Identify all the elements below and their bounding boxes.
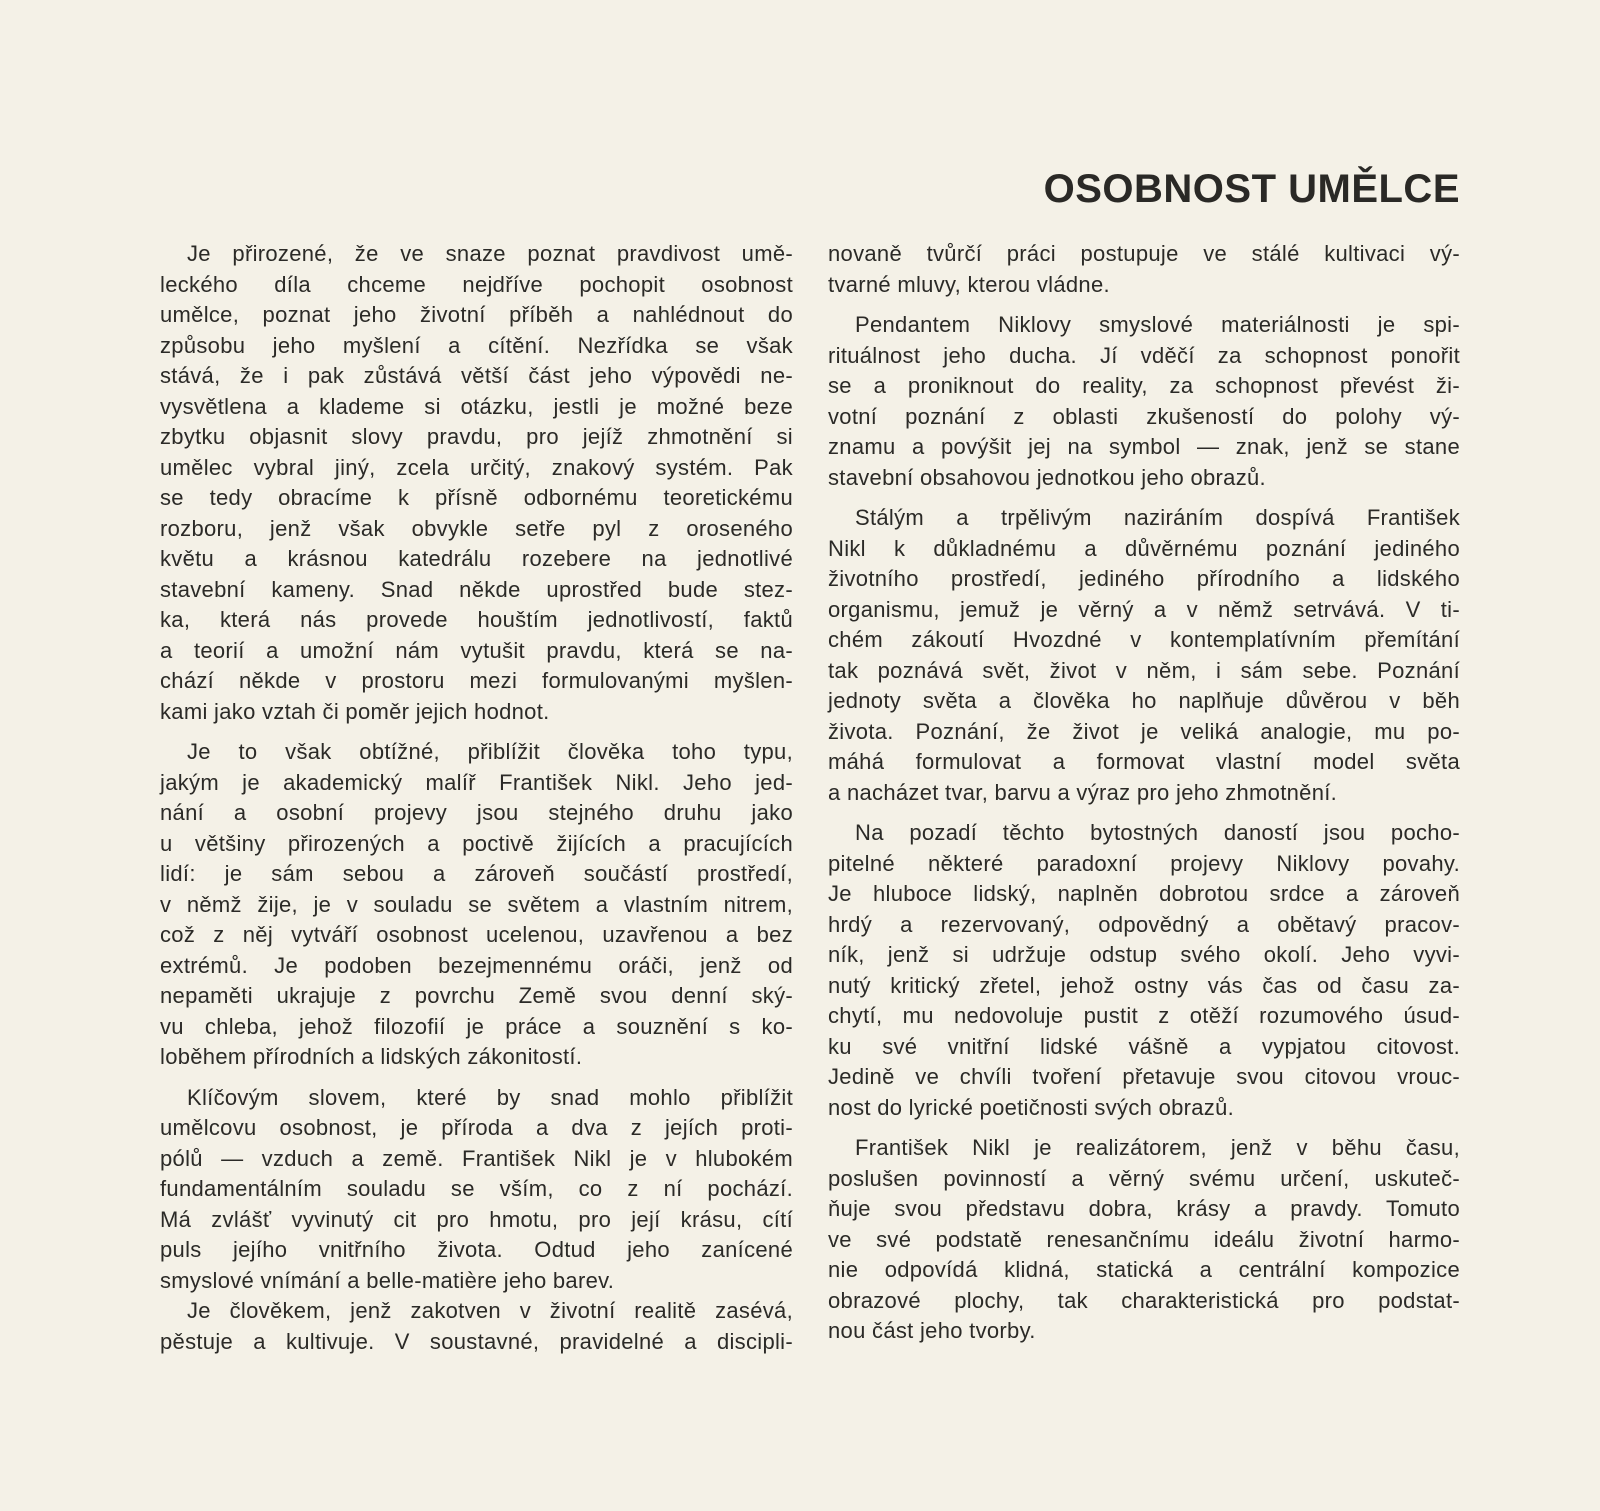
paragraph — [828, 818, 1460, 1123]
text-line: nání a osobní projevy jsou stejného druhu jako — [160, 800, 793, 825]
text-line: života. Poznání, že život je veliká analogie, mu po- — [828, 718, 1460, 744]
text-line: Je přirozené, že ve snaze poznat pravdivost umě- — [187, 241, 793, 266]
text-line: ník, jenž si udržuje odstup svého okolí. Jeho vyvi- — [828, 942, 1460, 967]
paragraph — [160, 239, 793, 727]
text-line: Je člověkem, jenž zakotven v životní realitě zasévá, — [187, 1298, 793, 1323]
text-line: kami jako vztah či poměr jejich hodnot. — [160, 698, 550, 724]
text-line: organismu, jemuž je věrný a v němž setrvává. V ti- — [828, 596, 1460, 622]
text-line: extrémů. Je podoben bezejmennému oráči, jenž od — [160, 952, 793, 978]
right-text-column — [828, 239, 1460, 1357]
text-line: ka, která nás provede houštím jednotlivostí, faktů — [160, 607, 793, 632]
text-line: stává, že i pak zůstává větší část jeho výpovědi ne- — [160, 363, 793, 388]
text-line: smyslové vnímání a belle-matière jeho barev. — [160, 1267, 615, 1293]
left-text-column — [160, 239, 793, 1367]
text-line: se tedy obracíme k přísně odbornému teoretickému — [160, 485, 793, 510]
paragraph — [828, 239, 1460, 300]
text-line: loběhem přírodních a lidských zákonitostí. — [160, 1044, 583, 1069]
text-line: nepaměti ukrajuje z povrchu Země svou denní ský- — [160, 983, 793, 1008]
text-line: lidí: je sám sebou a zároveň součástí prostředí, — [160, 861, 793, 886]
text-line: pólů — vzduch a země. František Nikl je v hlubokém — [160, 1145, 793, 1171]
text-line: tvarné mluvy, kterou vládne. — [828, 271, 1110, 297]
text-line: Nikl k důkladnému a důvěrnému poznání jediného — [828, 535, 1460, 561]
text-line: vu chleba, jehož filozofií je práce a souznění s ko- — [160, 1013, 793, 1039]
text-line: a teorií a umožní nám vytušit pravdu, která se na- — [160, 637, 793, 663]
text-line: ňuje svou představu dobra, krásy a pravdy. Tomuto — [828, 1196, 1460, 1221]
text-line: Klíčovým slovem, které by snad mohlo přiblížit — [187, 1084, 793, 1110]
text-line: nutý kritický zřetel, jehož ostny vás čas od času za- — [828, 972, 1460, 998]
text-line: rituálnost jeho ducha. Jí vděčí za schopnost ponořit — [828, 342, 1460, 368]
text-line: ve své podstatě renesančnímu ideálu životní harmo- — [828, 1226, 1460, 1252]
paragraph — [160, 1083, 793, 1297]
text-line: v němž žije, je v souladu se světem a vlastním nitrem, — [160, 891, 793, 917]
text-line: novaně tvůrčí práci postupuje ve stálé kultivaci vý- — [828, 241, 1460, 266]
text-line: ku své vnitřní lidské vášně a vypjatou citovost. — [828, 1033, 1460, 1059]
text-line: Jedině ve chvíli tvoření přetavuje svou citovou vrouc- — [828, 1064, 1460, 1089]
text-line: rozboru, jenž však obvykle setře pyl z oroseného — [160, 515, 793, 541]
text-line: Je to však obtížné, přiblížit člověka toho typu, — [187, 739, 793, 764]
paragraph — [828, 1133, 1460, 1347]
text-line: stavební kameny. Snad někde uprostřed bude stez- — [160, 576, 793, 602]
text-line: chém zákoutí Hvozdné v kontemplatívním přemítání — [828, 627, 1460, 652]
text-line: vysvětlena a klademe si otázku, jestli je možné beze — [160, 393, 793, 419]
text-line: Má zvlášť vyvinutý cit pro hmotu, pro její krásu, cítí — [160, 1206, 793, 1232]
text-line: stavební obsahovou jednotkou jeho obrazů. — [828, 464, 1266, 490]
paragraph — [828, 503, 1460, 808]
text-line: votní poznání z oblasti zkušeností do polohy vý- — [828, 403, 1460, 429]
text-line: zbytku objasnit slovy pravdu, pro jejíž zhmotnění si — [160, 424, 793, 449]
paragraph — [160, 1296, 793, 1357]
text-line: se a proniknout do reality, za schopnost převést ži- — [828, 373, 1460, 398]
text-line: František Nikl je realizátorem, jenž v běhu času, — [855, 1135, 1460, 1160]
text-line: nou část jeho tvorby. — [828, 1318, 1036, 1343]
text-line: a nacházet tvar, barvu a výraz pro jeho zhmotnění. — [828, 779, 1338, 805]
text-line: umělcovu osobnost, je příroda a dva z jejích proti- — [160, 1115, 793, 1140]
text-line: pitelné některé paradoxní projevy Niklovy povahy. — [828, 850, 1460, 876]
text-line: způsobu jeho myšlení a cítění. Nezřídka se však — [160, 332, 793, 358]
text-line: Stálým a trpělivým naziráním dospívá František — [855, 505, 1460, 530]
paragraph — [160, 737, 793, 1073]
text-line: květu a krásnou katedrálu rozebere na jednotlivé — [160, 546, 793, 571]
text-line: umělce, poznat jeho životní příběh a nahlédnout do — [160, 302, 793, 327]
text-line: znamu a povýšit jej na symbol — znak, jenž se stane — [828, 434, 1460, 459]
text-line: chytí, mu nedovoluje pustit z otěží rozumového úsud- — [828, 1003, 1460, 1028]
text-line: Je hluboce lidský, naplněn dobrotou srdce a zároveň — [828, 881, 1460, 906]
text-line: nost do lyrické poetičnosti svých obrazů. — [828, 1094, 1235, 1120]
text-line: tak poznává svět, život v něm, i sám sebe. Poznání — [828, 657, 1460, 683]
paragraph — [828, 310, 1460, 493]
text-line: jednoty světa a člověka ho naplňuje důvěrou v běh — [828, 688, 1460, 713]
text-line: životního prostředí, jediného přírodního a lidského — [828, 566, 1460, 591]
text-line: poslušen povinností a věrný svému určení, uskuteč- — [828, 1165, 1460, 1191]
text-line: jakým je akademický malíř František Nikl. Jeho jed- — [160, 769, 793, 795]
text-line: nie odpovídá klidná, statická a centrální kompozice — [828, 1257, 1460, 1282]
text-line: obrazové plochy, tak charakteristická pro podstat- — [828, 1287, 1460, 1313]
text-line: chází někde v prostoru mezi formulovanými myšlen- — [160, 668, 793, 693]
text-line: hrdý a rezervovaný, odpovědný a obětavý pracov- — [828, 911, 1460, 937]
text-line: což z něj vytváří osobnost ucelenou, uzavřenou a bez — [160, 922, 793, 947]
text-line: puls jejího vnitřního života. Odtud jeho zanícené — [160, 1237, 793, 1262]
page-title: OSOBNOST UMĚLCE — [1043, 166, 1460, 211]
text-line: Na pozadí těchto bytostných daností jsou pocho- — [855, 820, 1460, 845]
text-line: fundamentálním souladu se vším, co z ní pochází. — [160, 1176, 793, 1201]
text-line: u většiny přirozených a poctivě žijících a pracujících — [160, 830, 793, 856]
text-line: leckého díla chceme nejdříve pochopit osobnost — [160, 271, 793, 297]
text-line: Pendantem Niklovy smyslové materiálnosti je spi- — [855, 312, 1460, 337]
text-line: umělec vybral jiný, zcela určitý, znakový systém. Pak — [160, 454, 793, 480]
text-line: pěstuje a kultivuje. V soustavné, pravidelné a discipli- — [160, 1328, 793, 1354]
text-line: máhá formulovat a formovat vlastní model světa — [828, 749, 1460, 774]
